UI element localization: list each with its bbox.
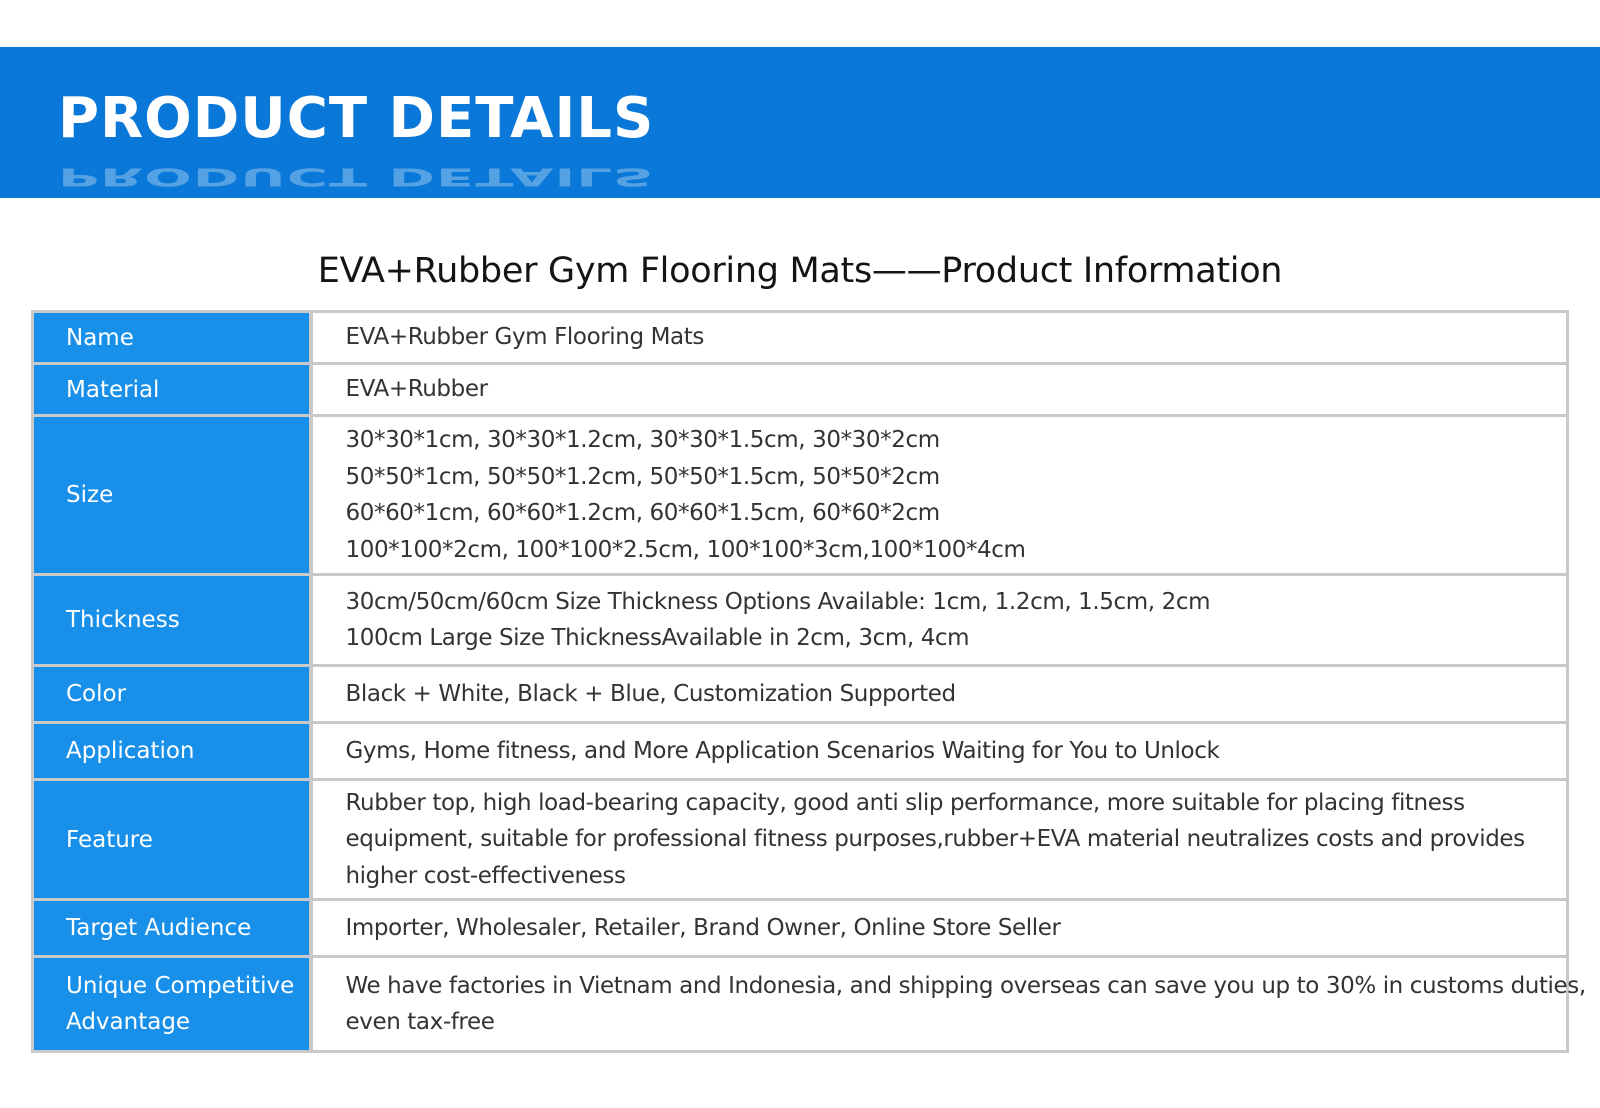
value-line: 30*30*1cm, 30*30*1.2cm, 30*30*1.5cm, 30*30*2cm: [345, 427, 940, 453]
table-row: [33, 957, 1568, 1052]
value-line: We have factories in Vietnam and Indonesia, and shipping overseas can save you up to 30% in customs duties,: [345, 972, 1586, 999]
row-value: [311, 575, 1568, 666]
value-line: Rubber top, high load-bearing capacity, good anti slip performance, more suitable for placing fitness: [345, 789, 1465, 816]
row-value: [311, 957, 1586, 1052]
row-value: [311, 416, 1568, 575]
table-row: [33, 364, 1568, 416]
row-label: Application: [33, 723, 311, 780]
row-value: [311, 312, 1568, 364]
value-line: even tax-free: [345, 1009, 495, 1035]
value-line: EVA+Rubber Gym Flooring Mats: [345, 324, 704, 351]
value-line: Black + White, Black + Blue, Customization Supported: [345, 680, 956, 707]
table-row: [33, 900, 1568, 957]
table-row: [33, 723, 1568, 780]
value-line: equipment, suitable for professional fitness purposes,rubber+EVA material neutralizes costs and provides: [345, 826, 1525, 853]
row-label: Target Audience: [33, 900, 311, 957]
value-line: EVA+Rubber: [345, 376, 488, 403]
table-row: [33, 780, 1568, 900]
value-line: higher cost-effectiveness: [345, 862, 626, 889]
value-line: 100*100*2cm, 100*100*2.5cm, 100*100*3cm,100*100*4cm: [345, 536, 1026, 563]
table-row: [33, 416, 1568, 575]
header-banner: [0, 47, 1600, 198]
row-value: [311, 900, 1568, 957]
value-line: 30cm/50cm/60cm Size Thickness Options Available: 1cm, 1.2cm, 1.5cm, 2cm: [345, 588, 1211, 615]
product-info-table: [31, 310, 1586, 1053]
product-information-title: EVA+Rubber Gym Flooring Mats——Product Information: [317, 251, 1283, 291]
row-value: [311, 723, 1568, 780]
row-label: Thickness: [33, 575, 311, 666]
row-label: Size: [33, 416, 311, 575]
table-row: [33, 666, 1568, 723]
value-line: 50*50*1cm, 50*50*1.2cm, 50*50*1.5cm, 50*50*2cm: [345, 463, 940, 490]
value-line: Gyms, Home fitness, and More Application Scenarios Waiting for You to Unlock: [345, 737, 1220, 764]
row-value: [311, 666, 1568, 723]
row-value: [311, 364, 1568, 416]
table-row: [33, 312, 1568, 364]
banner-title: PRODUCT DETAILS: [58, 86, 655, 151]
banner-title-reflection: PRODUCT DETAILS: [58, 162, 655, 192]
row-label: Material: [33, 364, 311, 416]
value-line: 60*60*1cm, 60*60*1.2cm, 60*60*1.5cm, 60*60*2cm: [345, 500, 940, 526]
row-label: Color: [33, 666, 311, 723]
table-row: [33, 575, 1568, 666]
row-label: Unique Competitive Advantage: [33, 957, 311, 1052]
row-label: Feature: [33, 780, 311, 900]
row-value: [311, 780, 1568, 900]
row-label: Name: [33, 312, 311, 364]
value-line: Importer, Wholesaler, Retailer, Brand Owner, Online Store Seller: [345, 914, 1061, 941]
value-line: 100cm Large Size ThicknessAvailable in 2cm, 3cm, 4cm: [345, 625, 970, 651]
